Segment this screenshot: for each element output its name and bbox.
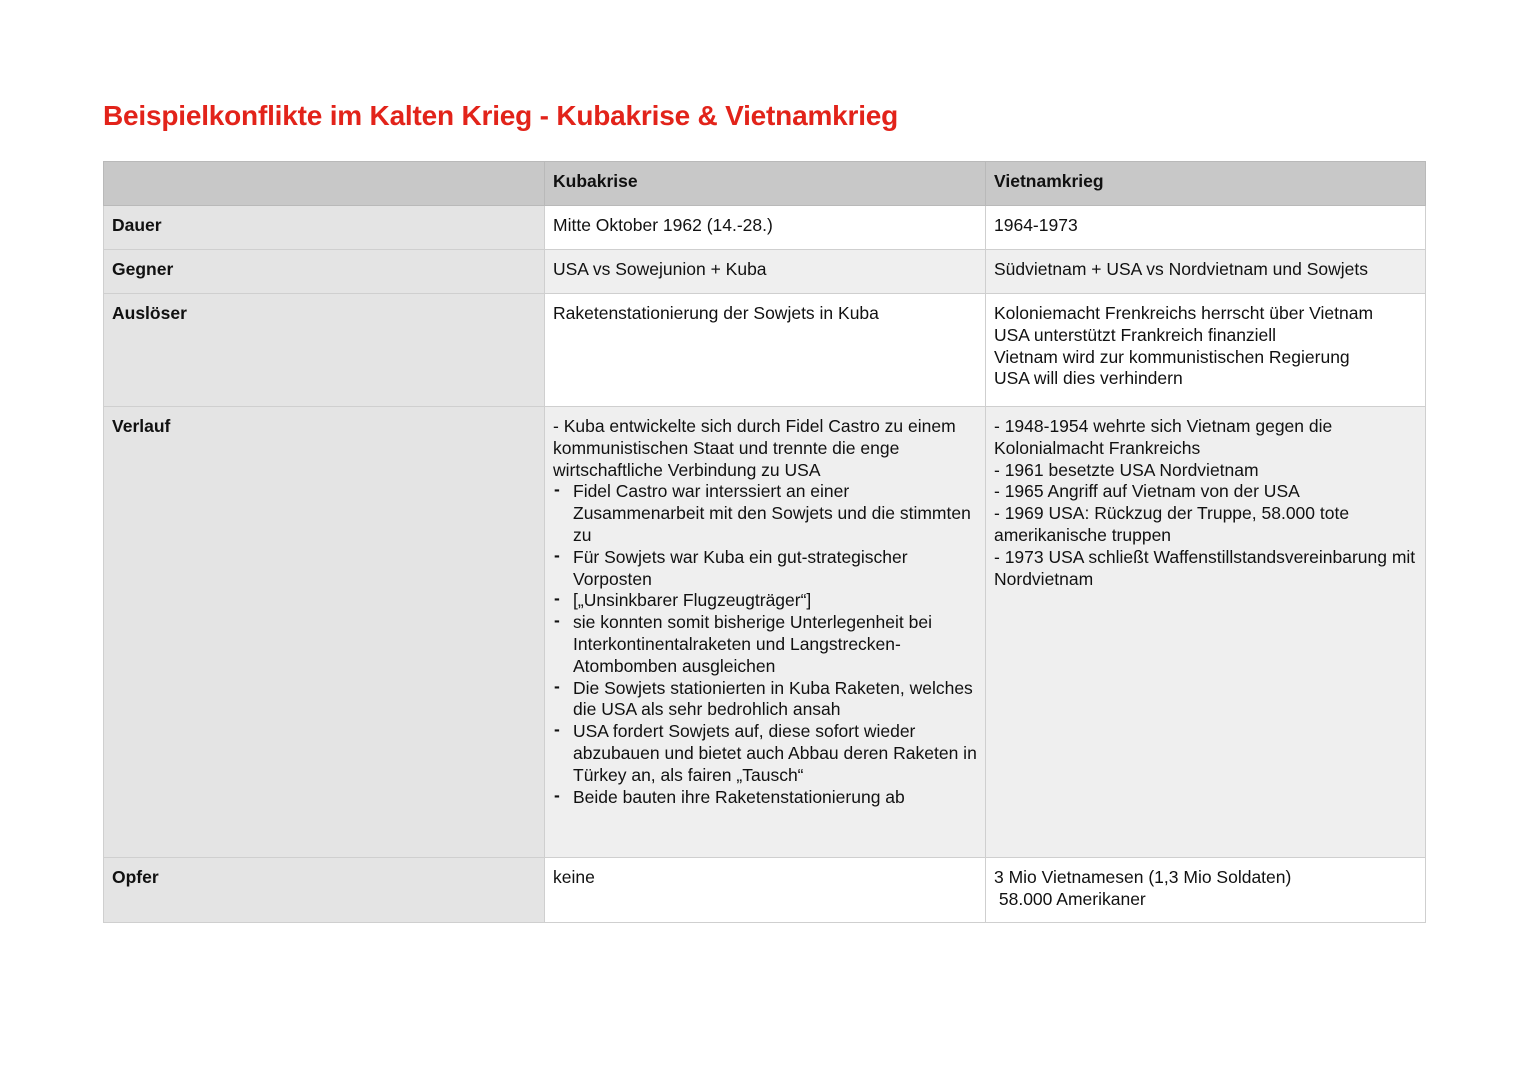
row-label-verlauf: Verlauf: [104, 407, 545, 858]
list-item: - sie konnten somit bisherige Unterlegenheit bei Interkontinentalraketen und Langstrecken-Atombomben ausgleichen: [553, 612, 977, 677]
list-item: - Fidel Castro war interssiert an einer Zusammenarbeit mit den Sowjets und die stimmten zu: [553, 481, 977, 546]
ausloeser-vietnam-line: Vietnam wird zur kommunistischen Regierung: [994, 346, 1350, 367]
row-opfer: [104, 858, 1426, 923]
row-label-opfer: Opfer: [104, 858, 545, 923]
row-label-dauer: Dauer: [104, 206, 545, 250]
verlauf-vietnam-line: - 1973 USA schließt Waffenstillstandsvereinbarung mit Nordvietnam: [994, 546, 1416, 589]
verlauf-kuba-intro: - Kuba entwickelte sich durch Fidel Castro zu einem kommunistischen Staat und trennte die enge wirtschaftliche Verbindung zu USA: [553, 416, 956, 480]
list-item: - Beide bauten ihre Raketenstationierung ab: [553, 787, 977, 809]
header-kubakrise: Kubakrise: [545, 162, 986, 206]
verlauf-vietnam-line: - 1948-1954 wehrte sich Vietnam gegen die Kolonialmacht Frankreichs: [994, 416, 1333, 458]
ausloeser-kuba-cell: Raketenstationierung der Sowjets in Kuba: [545, 294, 986, 407]
verlauf-kuba-list: [553, 481, 977, 808]
header-corner-cell: [104, 162, 545, 206]
opfer-vietnam-line: 3 Mio Vietnamesen (1,3 Mio Soldaten): [994, 867, 1292, 887]
header-vietnamkrieg: Vietnamkrieg: [986, 162, 1426, 206]
list-item: - Die Sowjets stationierten in Kuba Raketen, welches die USA als sehr bedrohlich ansah: [553, 678, 977, 722]
page-title: Beispielkonflikte im Kalten Krieg - Kubakrise & Vietnamkrieg: [103, 100, 899, 131]
dauer-vietnam-cell: 1964-1973: [986, 206, 1426, 250]
verlauf-vietnam-line: - 1965 Angriff auf Vietnam von der USA: [994, 481, 1300, 502]
ausloeser-vietnam-line: USA will dies verhindern: [994, 368, 1183, 389]
table-header-row: [104, 162, 1426, 206]
opfer-vietnam-cell: [986, 858, 1426, 923]
opfer-kuba-cell: keine: [545, 858, 986, 923]
row-gegner: [104, 250, 1426, 294]
comparison-table: [103, 161, 1426, 923]
row-dauer: [104, 206, 1426, 250]
row-label-gegner: Gegner: [104, 250, 545, 294]
verlauf-vietnam-line: - 1961 besetzte USA Nordvietnam: [994, 459, 1259, 480]
opfer-vietnam-line: 58.000 Amerikaner: [994, 888, 1146, 909]
verlauf-vietnam-line: - 1969 USA: Rückzug der Truppe, 58.000 tote amerikanische truppen: [994, 503, 1350, 545]
ausloeser-vietnam-cell: [986, 294, 1426, 407]
ausloeser-vietnam-line: Koloniemacht Frenkreichs herrscht über Vietnam: [994, 303, 1374, 323]
row-verlauf: [104, 407, 1426, 858]
list-item: - [„Unsinkbarer Flugzeugträger“]: [553, 590, 977, 612]
row-ausloeser: [104, 294, 1426, 407]
dauer-kuba-cell: Mitte Oktober 1962 (14.-28.): [545, 206, 986, 250]
ausloeser-vietnam-line: USA unterstützt Frankreich finanziell: [994, 324, 1277, 345]
gegner-vietnam-cell: Südvietnam + USA vs Nordvietnam und Sowjets: [986, 250, 1426, 294]
verlauf-kuba-cell: [545, 407, 986, 858]
row-label-ausloeser: Auslöser: [104, 294, 545, 407]
gegner-kuba-cell: USA vs Sowejunion + Kuba: [545, 250, 986, 294]
list-item: - USA fordert Sowjets auf, diese sofort wieder abzubauen und bietet auch Abbau deren Raketen in Türkey an, als fairen „Tausch“: [553, 721, 977, 786]
list-item: - Für Sowjets war Kuba ein gut-strategischer Vorposten: [553, 547, 977, 591]
verlauf-vietnam-cell: [986, 407, 1426, 858]
